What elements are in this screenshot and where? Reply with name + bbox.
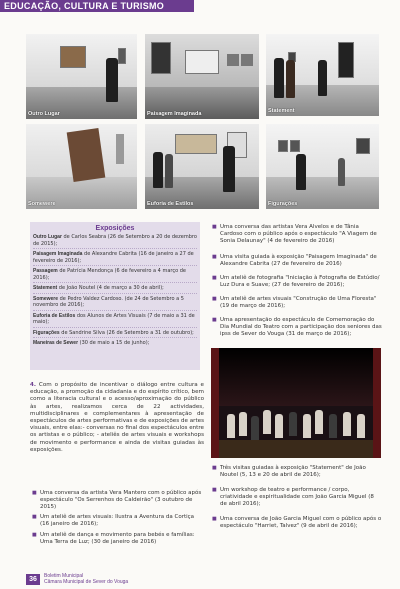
exposicao-item: Maneiras de Sewer (30 de maio a 15 de junho); xyxy=(33,340,150,346)
photo-caption: Paisagem Imaginada xyxy=(147,111,202,117)
photo-caption: Outro Lugar xyxy=(28,111,60,117)
left-bullet: ■ Uma conversa da artista Vera Mantero com o público após espectáculo "Os Serrenhos do Caldeirão" (3 outubro de 2015) xyxy=(40,490,202,511)
exposicoes-title: Exposições xyxy=(95,225,135,232)
right-bullet: ■ Uma conversa das artistas Vera Alvelos e de Tânia Cardoso com o público após o espectáculo "A Viagem de Sonia Delaunay" (4 de fevereiro de 2016) xyxy=(220,224,382,245)
page-number: 36 xyxy=(26,574,40,585)
photo-outro-lugar xyxy=(26,34,137,119)
paragraph-4 xyxy=(30,382,204,454)
exposicao-item: Statement de João Noutel (4 de março a 30 de abril); xyxy=(33,285,197,294)
right-bullet: ■ Um workshop de teatro e performance / corpo, criatividade e espiritualidade com João Garcia Miguel (8 de abril 2016); xyxy=(220,487,382,508)
photo-stage-performance xyxy=(211,348,381,458)
right-bullet: ■ Um ateliê de fotografia "Iniciação à Fotografia de Estúdio/ Luz Dura e Suave; (27 de fevereiro de 2016); xyxy=(220,275,382,289)
photo-paisagem-imaginada xyxy=(145,34,259,119)
exposicoes-box xyxy=(30,222,200,370)
exposicao-item: Figurações de Sandrine Silva (26 de Setembro a 31 de outubro); xyxy=(33,330,197,339)
photo-caption: Statement xyxy=(268,108,295,114)
section-header: EDUCAÇÃO, CULTURA E TURISMO xyxy=(0,0,194,12)
exposicao-item: Euforia de Estilos dos Alunos de Artes Visuais (7 de maio a 31 de maio); xyxy=(33,313,197,328)
right-bullet: ■ Uma apresentação do espectáculo de Comemoração do Dia Mundial do Teatro com a participação dos seniores das ipss de Sever do Vouga (31 de março de 2016); xyxy=(220,317,382,338)
footer-publisher: Câmara Municipal de Sever do Vouga xyxy=(44,579,129,585)
exposicoes-list xyxy=(30,234,200,348)
photo-somewere xyxy=(26,124,137,209)
right-bullet: ■ Uma conversa de João Garcia Miguel com o público após o espectáculo "Harriet, Talvez" (9 de abril de 2016); xyxy=(220,516,382,530)
photo-caption: Euforia de Estilos xyxy=(147,201,194,207)
right-bullet: ■ Três visitas guiadas à exposição "Statement" de João Noutel (5, 13 e 20 de abril de 2016); xyxy=(220,465,382,479)
exposicao-item: Somewere de Pedro Valdez Cardoso. (de 24 de Setembro a 5 novembro de 2016); xyxy=(33,296,197,311)
photo-caption: Figurações xyxy=(268,201,298,207)
left-bullet: ■ Um ateliê de artes visuais: Ilustra a Aventura da Cortiça (16 janeiro de 2016); xyxy=(40,514,202,528)
photo-euforia-de-estilos xyxy=(145,124,259,209)
footer-publication: Boletim Municipal xyxy=(44,573,84,579)
paragraph-text: Com o propósito de incentivar o diálogo entre cultura e educação, a promoção da cidadania e do espírito crítico, bem como a literacia cultural e o acesso/aproximação do público às artes, realizamos cerca de 22 actividades, multidisciplinares e complementares à apresentação de espectáculos de artes performativas e de exposições de artes visuais, entre elas:- conversas no final dos espectáculos entre os artistas e o público; - ateliês de artes visuais e workshops de movimento e performance e ainda de visitas guiadas às exposições. xyxy=(30,382,204,453)
right-bullet: ■ Um ateliê de artes visuais "Construção de Uma Floresta" (19 de março de 2016); xyxy=(220,296,382,310)
photo-caption: Somewere xyxy=(28,201,56,207)
paragraph-number: 4. xyxy=(30,382,37,388)
exposicao-item: Passagem de Patrícia Mendonça (6 de fevereiro a 4 março de 2016); xyxy=(33,268,197,283)
exposicao-item: Paisagem Imaginada de Alexandre Cabrita (16 de janeiro a 27 de fevereiro de 2016); xyxy=(33,251,197,266)
exposicao-item: Outro Lugar de Carlos Seabra (26 de Setembro a 20 de dezembro de 2015); xyxy=(33,234,197,249)
right-bullet: ■ Uma visita guiada à exposição "Paisagem Imaginada" de Alexandre Cabrita (27 de fevereiro de 2016) xyxy=(220,254,382,268)
left-bullet: ■ Um ateliê de dança e movimento para bebés e famílias: Uma Terra de Luz; (30 de janeiro de 2016) xyxy=(40,532,202,546)
photo-statement xyxy=(266,34,379,116)
photo-figuracoes xyxy=(266,124,379,209)
